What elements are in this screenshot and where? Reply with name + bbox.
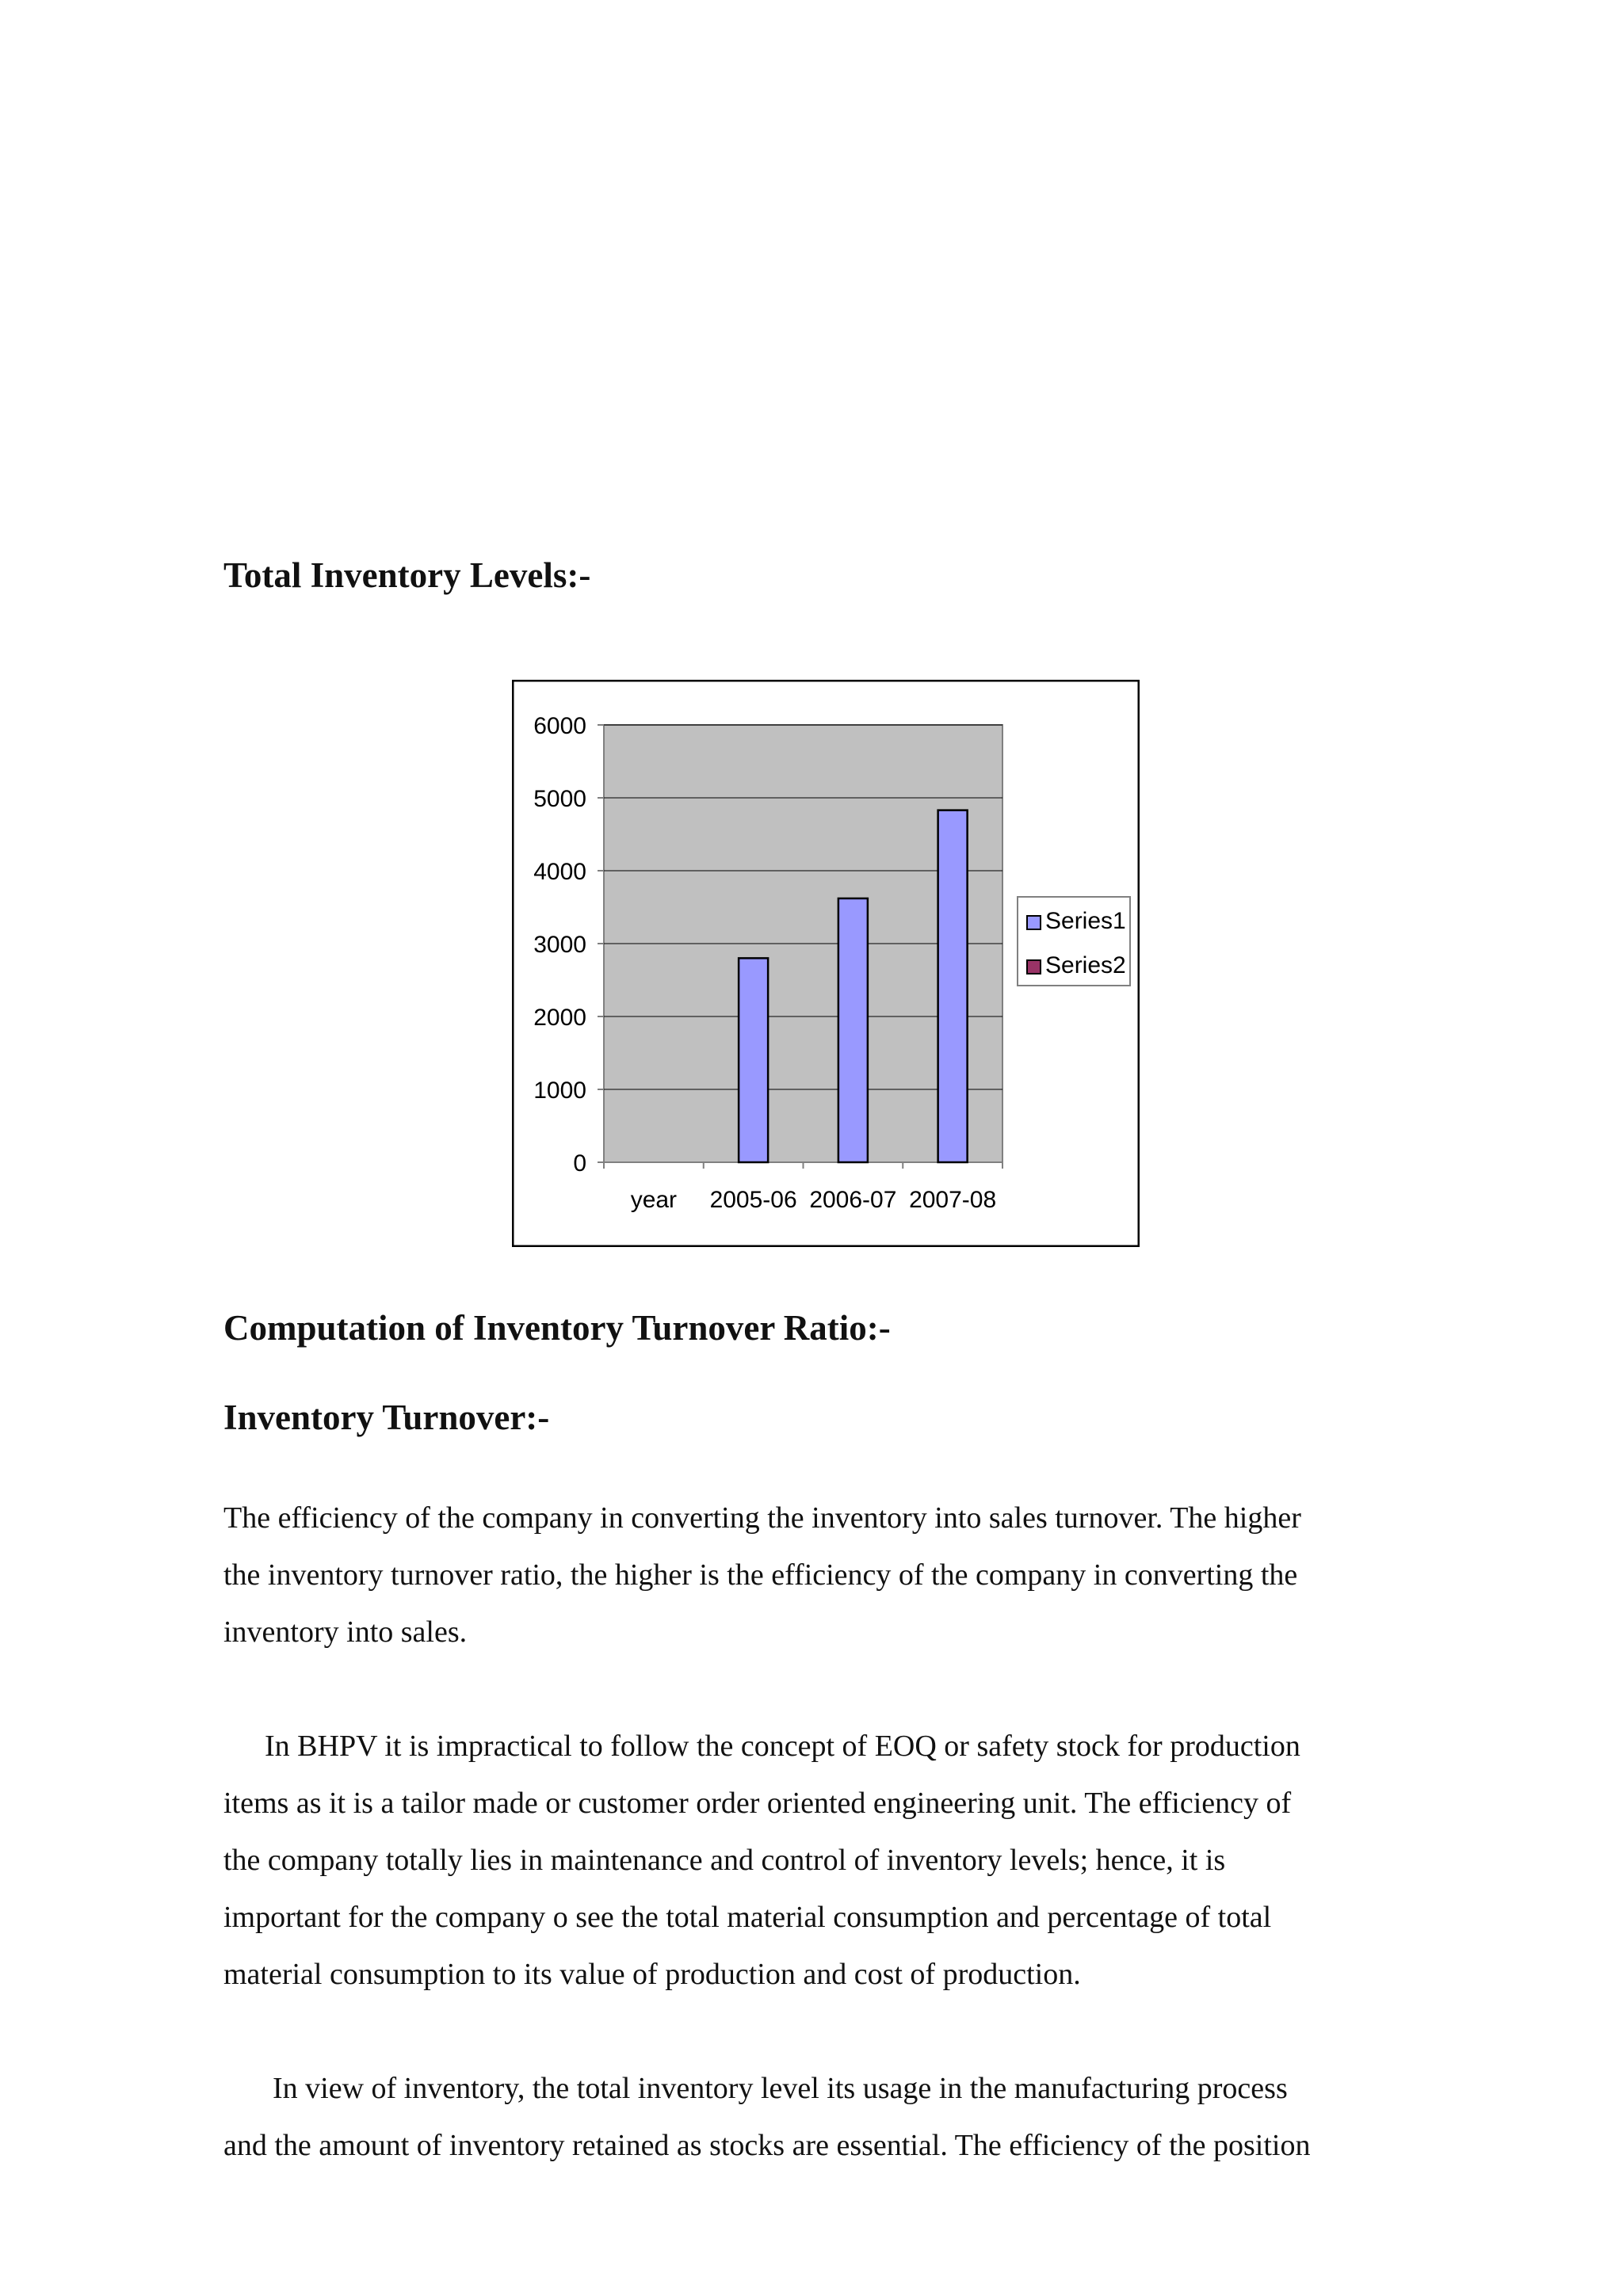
x-tick-label: 2005-06 [709,1187,797,1213]
paragraph-line: material consumption to its value of production and cost of production. [223,1958,1081,1991]
y-tick-label: 1000 [533,1077,586,1104]
heading-computation-inventory-turnover-ratio: Computation of Inventory Turnover Ratio:- [223,1308,891,1348]
y-tick-label: 4000 [533,859,586,885]
heading-inventory-turnover: Inventory Turnover:- [223,1398,550,1437]
paragraph-view-of-inventory [223,2060,1428,2174]
inventory-bar-chart [512,680,1140,1247]
paragraph-line: the company totally lies in maintenance and control of inventory levels; hence, it is [223,1844,1226,1877]
y-tick-label: 5000 [533,786,586,812]
paragraph-line: In view of inventory, the total inventory level its usage in the manufacturing process [273,2072,1288,2105]
y-tick-label: 6000 [533,713,586,739]
heading-total-inventory-levels: Total Inventory Levels:- [223,555,591,595]
legend-swatch [1027,916,1041,929]
bar-series1 [739,958,768,1162]
y-tick-label: 0 [573,1150,586,1177]
paragraph-line: and the amount of inventory retained as stocks are essential. The efficiency of the position [223,2129,1311,2162]
legend-label: Series2 [1045,952,1126,978]
paragraph-line: The efficiency of the company in converting the inventory into sales turnover. The higher [223,1501,1301,1535]
bar-series1 [838,898,868,1162]
paragraph-line: In BHPV it is impractical to follow the concept of EOQ or safety stock for production [265,1730,1300,1763]
paragraph-turnover-definition [223,1489,1428,1661]
x-tick-label: 2007-08 [909,1187,997,1213]
paragraph-bhpv-eoq [223,1718,1428,2003]
legend-label: Series1 [1045,908,1126,934]
x-tick-label: 2006-07 [809,1187,897,1213]
paragraph-line: important for the company o see the total material consumption and percentage of total [223,1901,1272,1934]
legend-swatch [1027,960,1041,974]
bar-series1 [938,810,968,1162]
paragraph-line: items as it is a tailor made or customer order oriented engineering unit. The efficiency of [223,1787,1292,1820]
y-tick-label: 3000 [533,932,586,958]
y-tick-label: 2000 [533,1005,586,1031]
x-tick-label: year [630,1187,678,1213]
paragraph-line: inventory into sales. [223,1615,468,1649]
paragraph-line: the inventory turnover ratio, the higher is the efficiency of the company in converting the [223,1558,1298,1592]
